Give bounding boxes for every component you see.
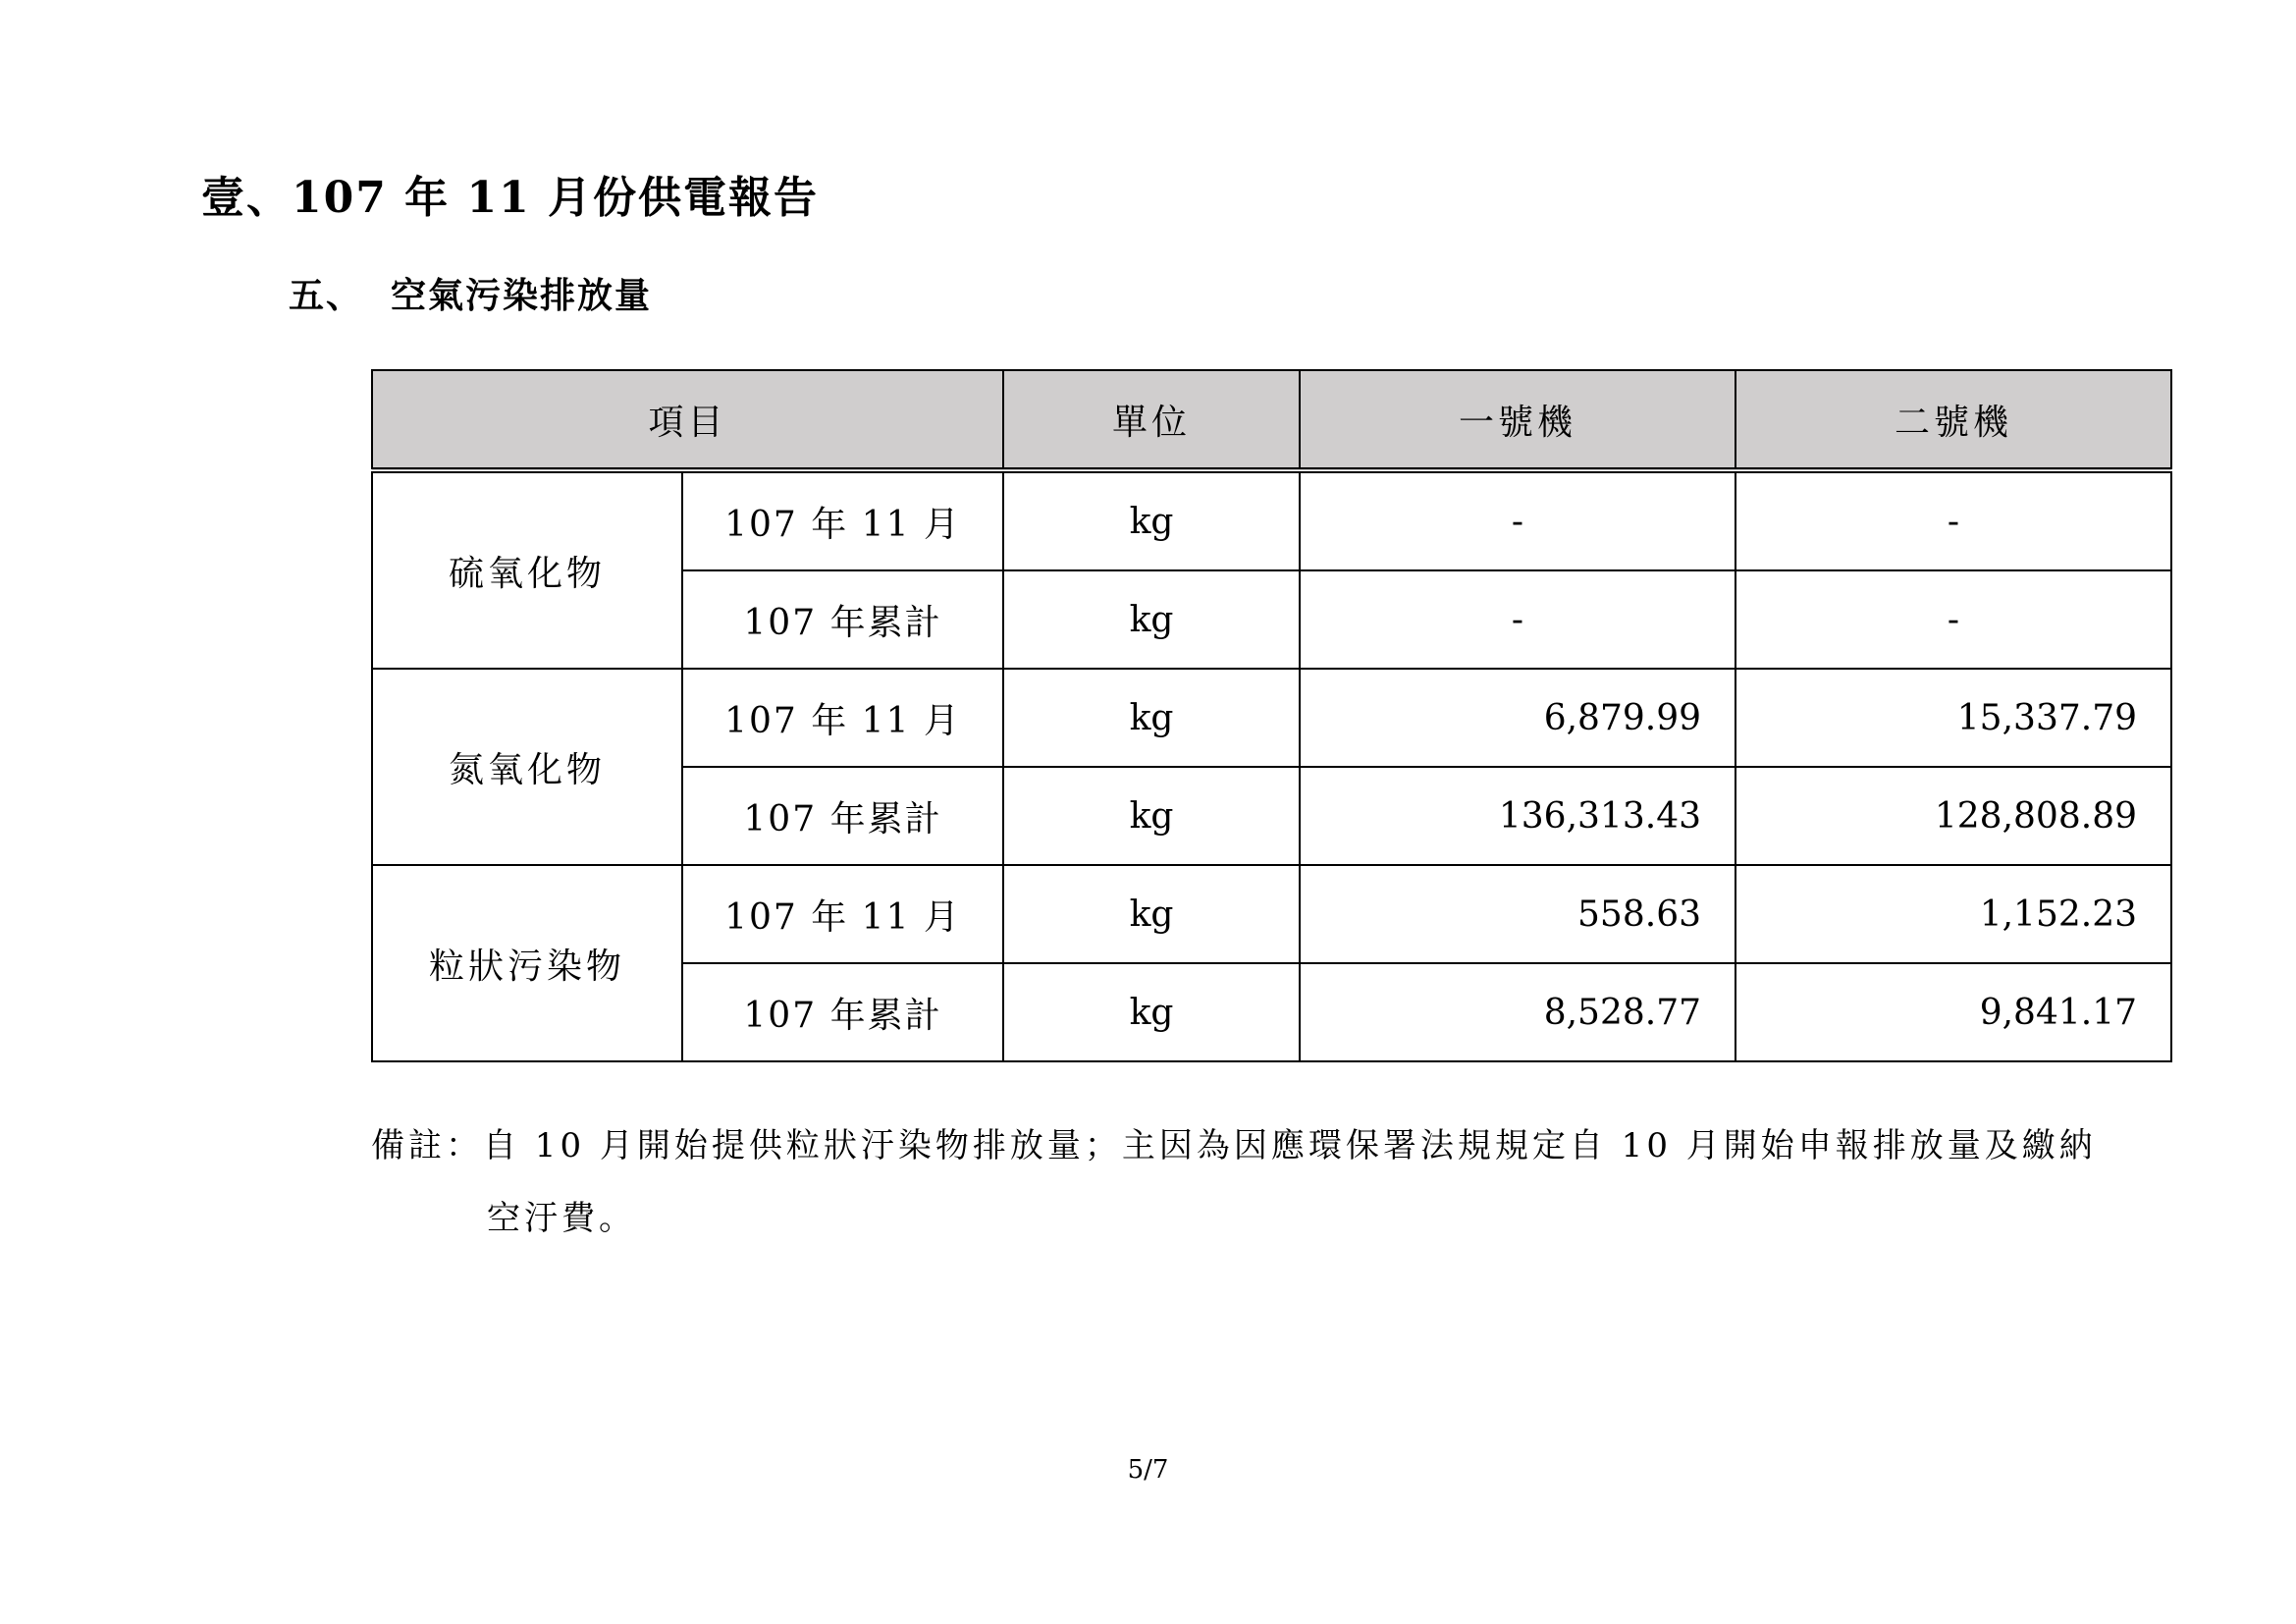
- unit1-value-cell: 136,313.43: [1300, 767, 1735, 865]
- footnote-line-1: 備註：自 10 月開始提供粒狀汙染物排放量；主因為因應環保署法規規定自 10 月開始申報排放量及繳納: [371, 1126, 2097, 1165]
- header-unit2: 二號機: [1735, 370, 2171, 470]
- unit2-value-cell: 15,337.79: [1735, 669, 2171, 767]
- unit-cell: kg: [1003, 963, 1300, 1061]
- unit2-value-cell: -: [1735, 570, 2171, 669]
- period-cell: 107 年累計: [682, 570, 1003, 669]
- table-row: [372, 865, 2171, 963]
- category-cell: 硫氧化物: [372, 470, 682, 669]
- report-title: 壹、107 年 11 月份供電報告: [201, 173, 820, 223]
- emissions-table: [371, 369, 2172, 1062]
- table-row: [372, 470, 2171, 570]
- header-unit1: 一號機: [1300, 370, 1735, 470]
- page-number: 5/7: [1127, 1455, 1169, 1485]
- section-title: 空氣污染排放量: [391, 275, 653, 316]
- unit2-value-cell: 1,152.23: [1735, 865, 2171, 963]
- unit2-value-cell: 128,808.89: [1735, 767, 2171, 865]
- unit1-value-cell: 6,879.99: [1300, 669, 1735, 767]
- period-cell: 107 年 11 月: [682, 470, 1003, 570]
- header-item: 項目: [372, 370, 1003, 470]
- header-unit: 單位: [1003, 370, 1300, 470]
- footnote: [371, 1110, 2118, 1255]
- unit2-value-cell: -: [1735, 470, 2171, 570]
- period-cell: 107 年 11 月: [682, 669, 1003, 767]
- unit2-value-cell: 9,841.17: [1735, 963, 2171, 1061]
- unit-cell: kg: [1003, 767, 1300, 865]
- period-cell: 107 年累計: [682, 767, 1003, 865]
- unit-cell: kg: [1003, 470, 1300, 570]
- unit-cell: kg: [1003, 570, 1300, 669]
- unit-cell: kg: [1003, 865, 1300, 963]
- category-cell: 粒狀污染物: [372, 865, 682, 1061]
- table-row: [372, 669, 2171, 767]
- category-cell: 氮氧化物: [372, 669, 682, 865]
- unit1-value-cell: -: [1300, 470, 1735, 570]
- unit-cell: kg: [1003, 669, 1300, 767]
- table-header-row: [372, 370, 2171, 470]
- section-number: 五、: [289, 275, 364, 316]
- unit1-value-cell: 8,528.77: [1300, 963, 1735, 1061]
- unit1-value-cell: 558.63: [1300, 865, 1735, 963]
- section-heading: [289, 270, 652, 321]
- period-cell: 107 年累計: [682, 963, 1003, 1061]
- footnote-line-2: 空汙費。: [487, 1199, 636, 1238]
- period-cell: 107 年 11 月: [682, 865, 1003, 963]
- unit1-value-cell: -: [1300, 570, 1735, 669]
